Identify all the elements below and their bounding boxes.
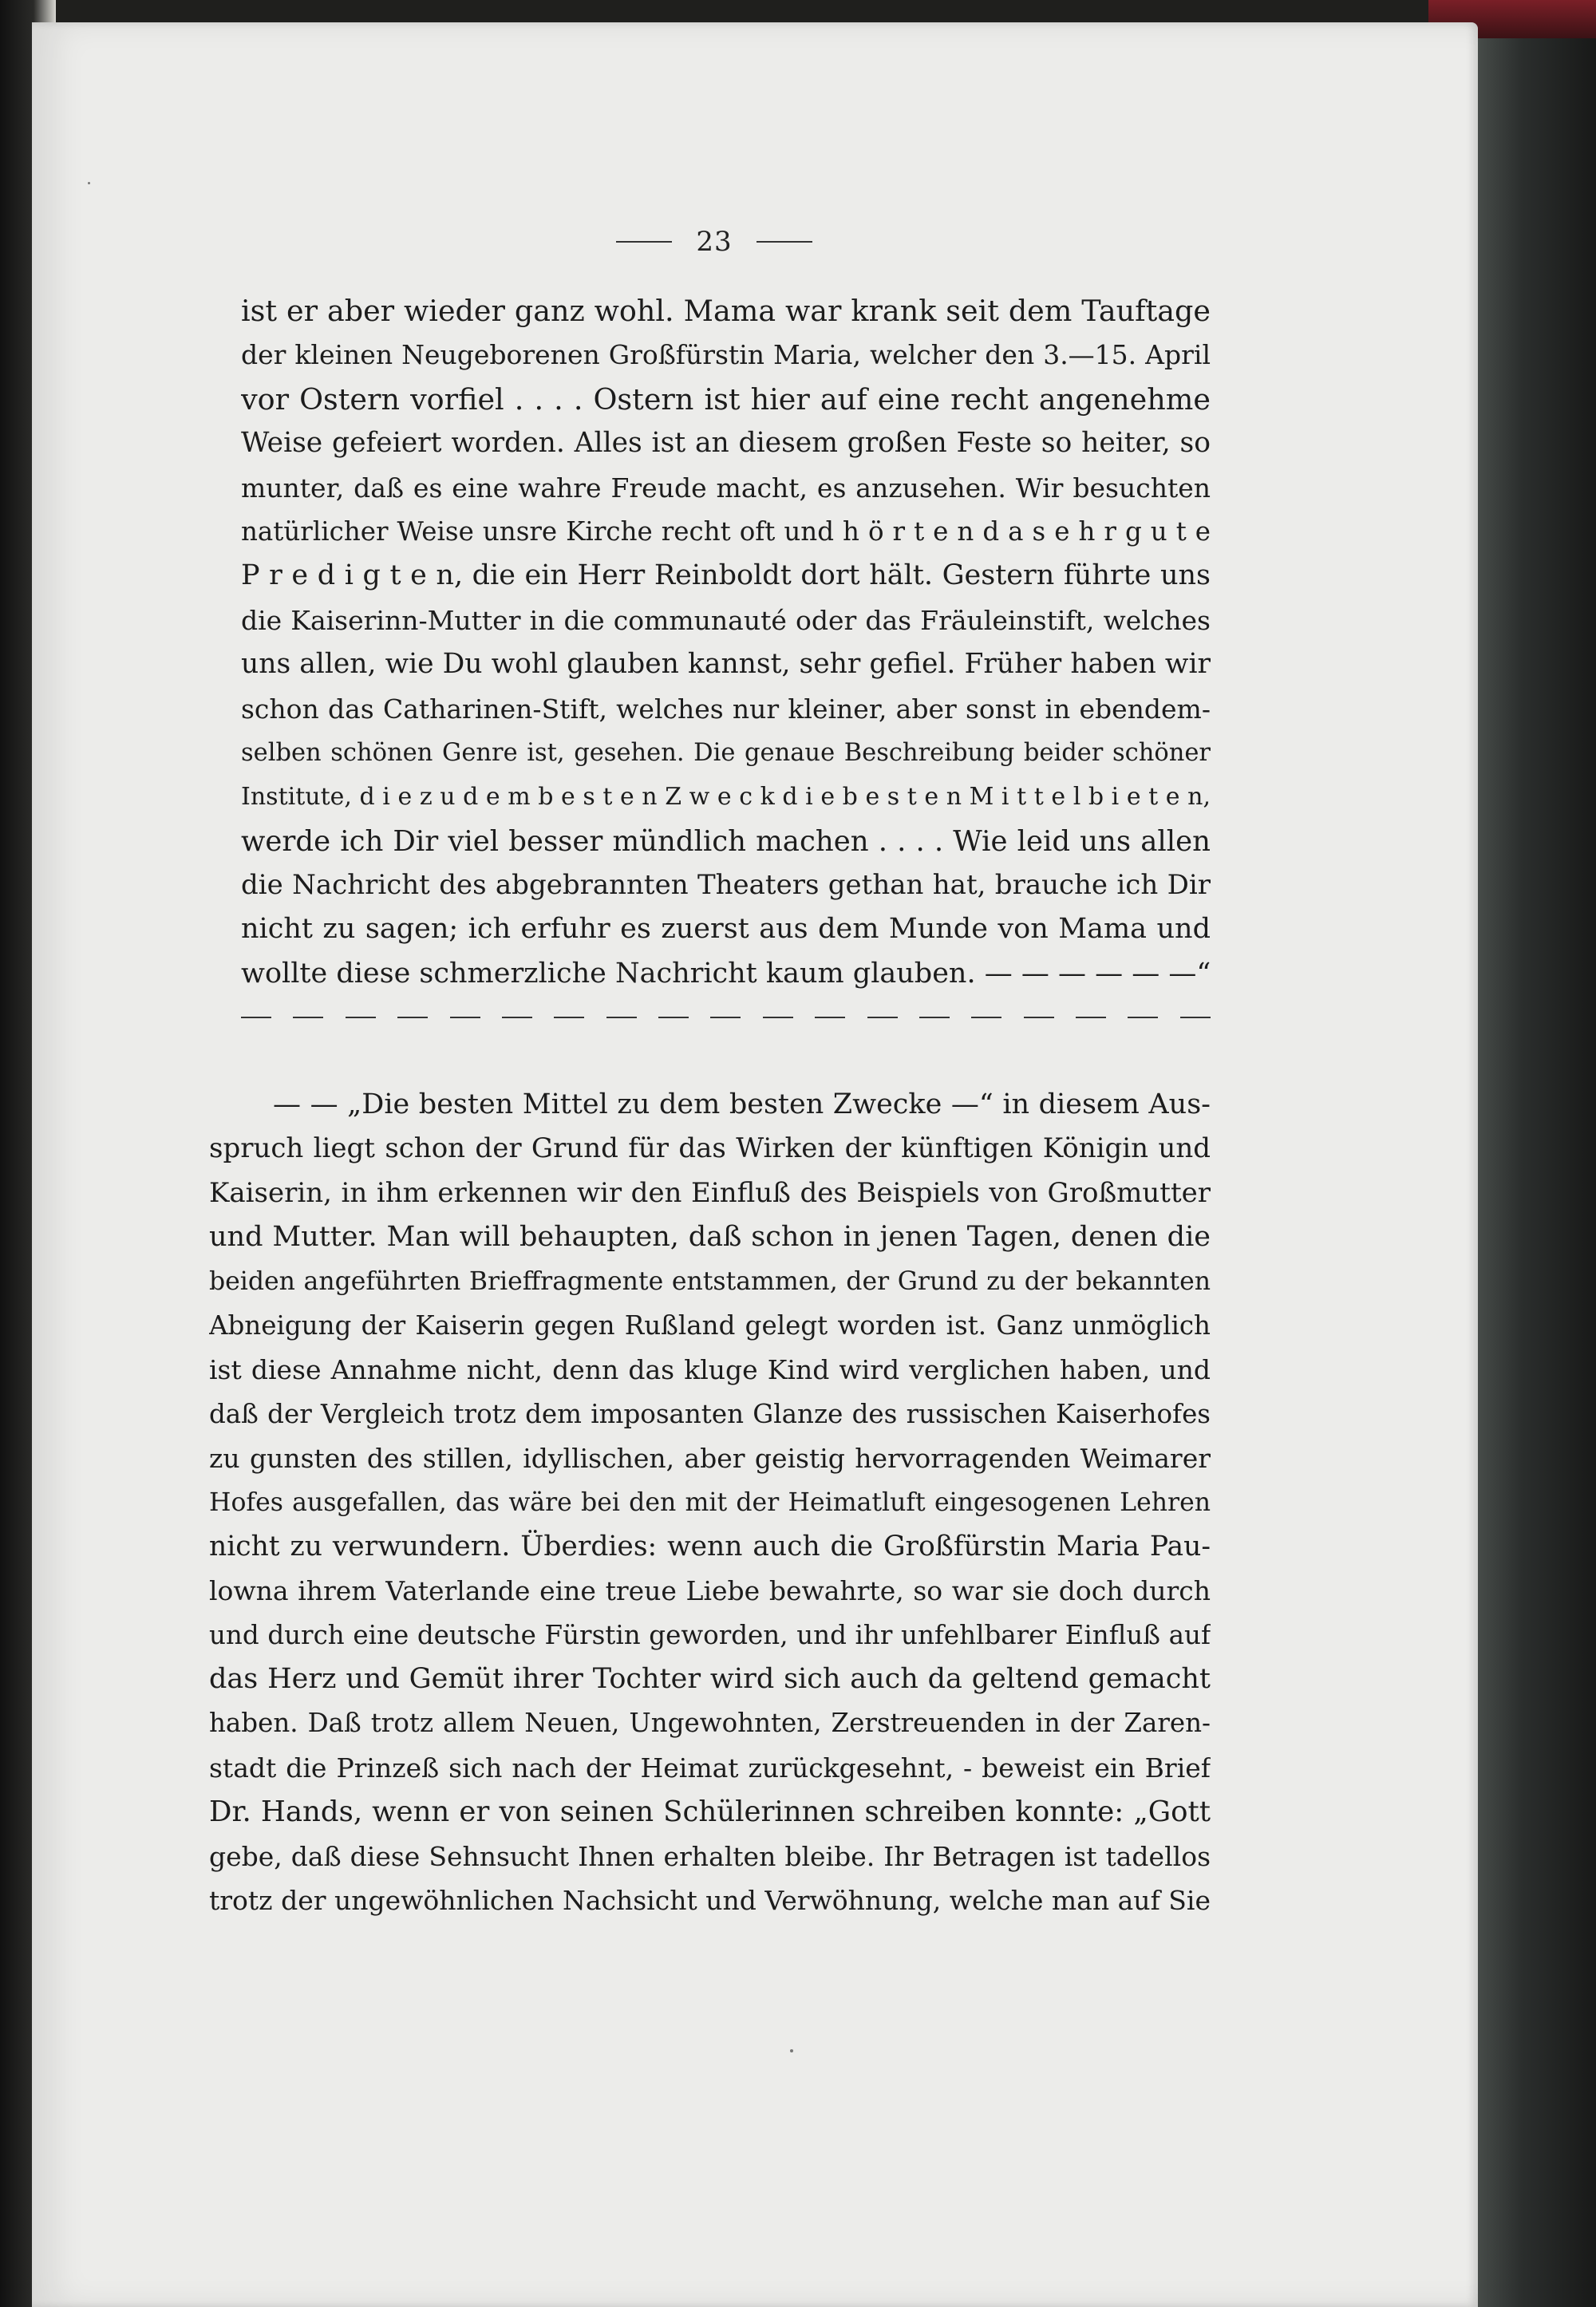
dash xyxy=(606,1017,637,1018)
dash xyxy=(710,1017,741,1018)
text-line: die Nachricht des abgebrannten Theaters gethan hat, brauche ich Dir xyxy=(241,869,1211,902)
text-line: uns allen, wie Du wohl glauben kannst, sehr gefiel. Früher haben wir xyxy=(241,648,1211,681)
text-line: ist diese Annahme nicht, denn das kluge Kind wird verglichen haben, und xyxy=(209,1354,1211,1386)
dash xyxy=(1076,1017,1106,1018)
header-rule-right xyxy=(757,241,812,243)
dash xyxy=(1180,1017,1211,1018)
text-line: zu gunsten des stillen, idyllischen, aber geistig hervorragenden Weimarer xyxy=(209,1443,1211,1475)
text-line: nicht zu sagen; ich erfuhr es zuerst aus dem Munde von Mama und xyxy=(241,913,1211,946)
page-number: 23 xyxy=(696,226,733,258)
text-line: stadt die Prinzeß sich nach der Heimat zurückgesehnt, - beweist ein Brief xyxy=(209,1752,1211,1784)
text-line: und Mutter. Man will behaupten, daß schon in jenen Tagen, denen die xyxy=(209,1221,1211,1254)
dash xyxy=(554,1017,584,1018)
dash xyxy=(971,1017,1001,1018)
paper-speck xyxy=(88,182,90,184)
text-line: lowna ihrem Vaterlande eine treue Liebe bewahrte, so war sie doch durch xyxy=(209,1575,1211,1607)
dash xyxy=(815,1017,845,1018)
text-line: spruch liegt schon der Grund für das Wirken der künftigen Königin und xyxy=(209,1132,1211,1165)
text-line: werde ich Dir viel besser mündlich machen . . . . Wie leid uns allen xyxy=(241,824,1211,858)
text-line: der kleinen Neugeborenen Großfürstin Maria, welcher den 3.—15. April xyxy=(241,339,1211,371)
text-line: haben. Daß trotz allem Neuen, Ungewohnten, Zerstreuenden in der Zaren- xyxy=(209,1708,1211,1739)
dash xyxy=(241,1017,271,1018)
text-line: — — „Die besten Mittel zu dem besten Zwecke —“ in diesem Aus- xyxy=(273,1088,1211,1120)
dash xyxy=(397,1017,428,1018)
dash xyxy=(867,1017,898,1018)
text-line: vor Ostern vorfiel . . . . Ostern ist hier auf eine recht angenehme xyxy=(241,381,1211,417)
text-line: das Herz und Gemüt ihrer Tochter wird sich auch da geltend gemacht xyxy=(209,1663,1211,1696)
text-line: trotz der ungewöhnlichen Nachsicht und Verwöhnung, welche man auf Sie xyxy=(209,1885,1211,1917)
text-line: beiden angeführten Brieffragmente entstammen, der Grund zu der bekannten xyxy=(209,1266,1211,1296)
body-text xyxy=(209,1083,1211,1922)
dash xyxy=(293,1017,323,1018)
text-line: daß der Vergleich trotz dem imposanten Glanze des russischen Kaiserhofes xyxy=(209,1398,1211,1429)
text-line: Abneigung der Kaiserin gegen Rußland gelegt worden ist. Ganz unmöglich xyxy=(209,1310,1211,1341)
text-line: und durch eine deutsche Fürstin geworden, und ihr unfehlbarer Einfluß auf xyxy=(209,1619,1211,1650)
book-cover-edge xyxy=(1472,0,1596,2307)
text-line: Hofes ausgefallen, das wäre bei den mit der Heimatluft eingesogenen Lehren xyxy=(209,1487,1211,1517)
dash xyxy=(502,1017,532,1018)
dash xyxy=(346,1017,376,1018)
text-line: ist er aber wieder ganz wohl. Mama war krank seit dem Tauftage xyxy=(241,294,1211,328)
letter-excerpt xyxy=(241,289,1211,996)
text-line: gebe, daß diese Sehnsucht Ihnen erhalten bleibe. Ihr Betragen ist tadellos xyxy=(209,1840,1211,1872)
dash xyxy=(919,1017,950,1018)
text-line: Weise gefeiert worden. Alles ist an diesem großen Feste so heiter, so xyxy=(241,427,1211,460)
text-line: Institute, d i e z u d e m b e s t e n Z w e c k d i e b e s t e n M i t t e l b i e t e n, xyxy=(241,783,1211,812)
text-line: natürlicher Weise unsre Kirche recht oft und h ö r t e n d a s e h r g u t e xyxy=(241,516,1211,547)
header-rule-left xyxy=(616,241,672,243)
dash xyxy=(450,1017,480,1018)
text-line: nicht zu verwundern. Überdies: wenn auch die Großfürstin Maria Pau- xyxy=(209,1530,1211,1562)
page-header xyxy=(614,222,814,262)
text-line: selben schönen Genre ist, gesehen. Die genaue Beschreibung beider schöner xyxy=(241,738,1211,767)
text-line: die Kaiserinn-Mutter in die communauté oder das Fräuleinstift, welches xyxy=(241,604,1211,636)
dash xyxy=(1024,1017,1054,1018)
text-line: Dr. Hands, wenn er von seinen Schülerinnen schreiben konnte: „Gott xyxy=(209,1795,1211,1829)
text-line: munter, daß es eine wahre Freude macht, es anzusehen. Wir besuchten xyxy=(241,472,1211,504)
text-line: schon das Catharinen-Stift, welches nur kleiner, aber sonst in ebendem- xyxy=(241,693,1211,725)
section-divider-dashes xyxy=(241,1009,1211,1025)
text-line: wollte diese schmerzliche Nachricht kaum glauben. — — — — — —“ xyxy=(241,957,1211,990)
text-line: P r e d i g t e n, die ein Herr Reinboldt dort hält. Gestern führte uns xyxy=(241,559,1211,592)
text-line: Kaiserin, in ihm erkennen wir den Einfluß des Beispiels von Großmutter xyxy=(209,1176,1211,1209)
dash xyxy=(658,1017,689,1018)
dash xyxy=(763,1017,793,1018)
paper-speck xyxy=(790,2049,793,2052)
dash xyxy=(1128,1017,1158,1018)
